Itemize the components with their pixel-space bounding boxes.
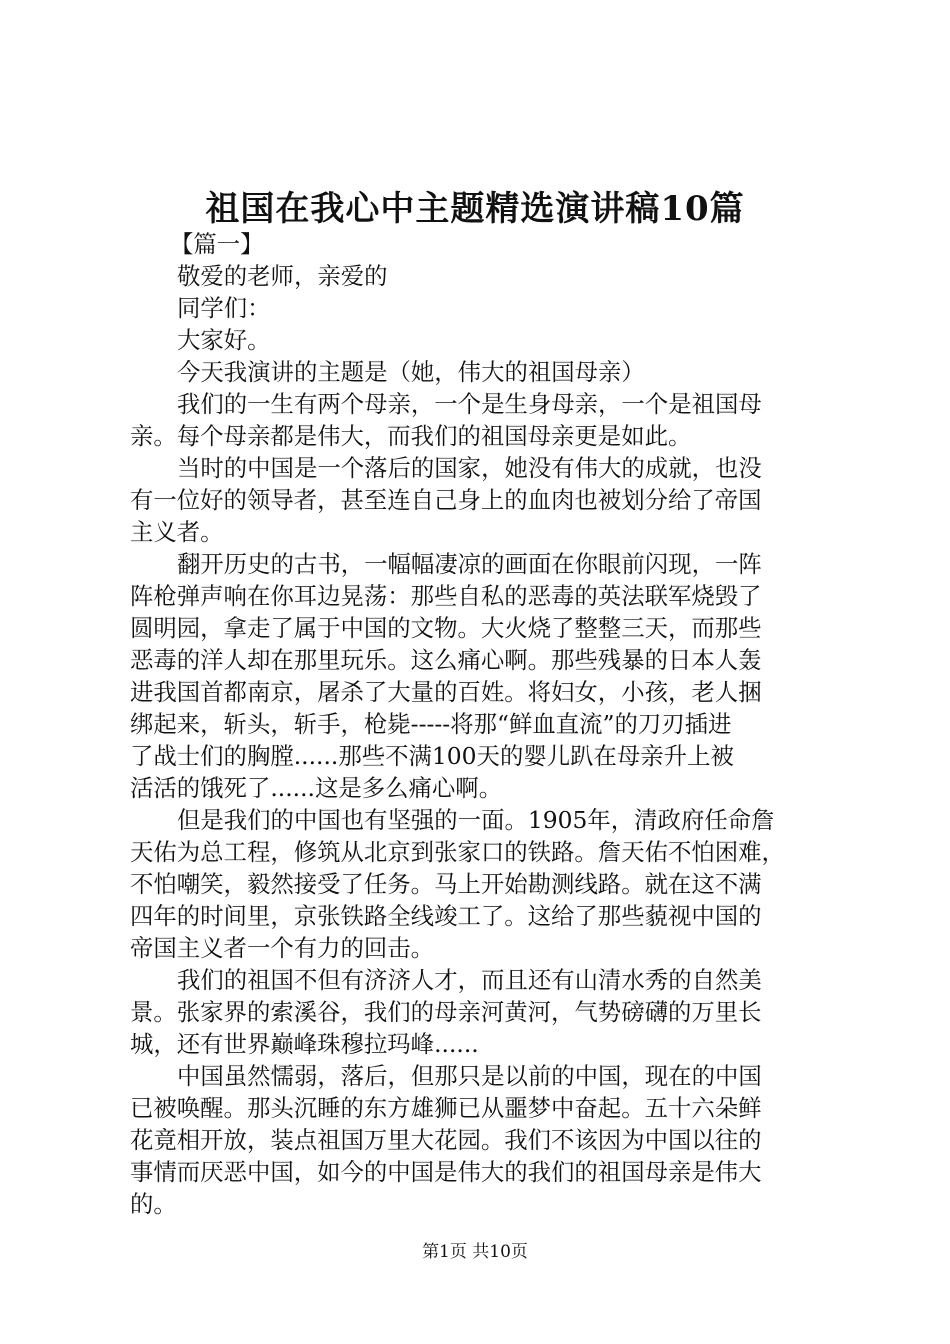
text-line: 活活的饿死了......这是多么痛心啊。	[130, 774, 503, 802]
document-title: 祖国在我心中主题精选演讲稿10篇	[205, 189, 745, 229]
text-line: 今天我演讲的主题是（她，伟大的祖国母亲）	[177, 358, 645, 386]
text-line: 翻开历史的古书，一幅幅凄凉的画面在你眼前闪现，一阵	[177, 550, 762, 578]
text-line: 四年的时间里，京张铁路全线竣工了。这给了那些藐视中国的	[130, 902, 762, 930]
text-line: 事情而厌恶中国，如今的中国是伟大的我们的祖国母亲是伟大	[130, 1158, 762, 1186]
text-line: 有一位好的领导者，甚至连自己身上的血肉也被划分给了帝国	[130, 486, 762, 514]
text-line: 不怕嘲笑，毅然接受了任务。马上开始勘测线路。就在这不满	[130, 870, 762, 898]
section-heading: 【篇一】	[170, 230, 264, 258]
text-line: 我们的一生有两个母亲，一个是生身母亲，一个是祖国母	[177, 390, 762, 418]
text-line: 圆明园，拿走了属于中国的文物。大火烧了整整三天，而那些	[130, 614, 762, 642]
text-line: 但是我们的中国也有坚强的一面。1905年，清政府任命詹	[177, 806, 775, 834]
text-line: 已被唤醒。那头沉睡的东方雄狮已从噩梦中奋起。五十六朵鲜	[130, 1094, 762, 1122]
text-line: 帝国主义者一个有力的回击。	[130, 934, 435, 962]
text-line: 城，还有世界巅峰珠穆拉玛峰......	[130, 1030, 479, 1058]
text-line: 阵枪弹声响在你耳边晃荡：那些自私的恶毒的英法联军烧毁了	[130, 582, 762, 610]
text-line: 中国虽然懦弱，落后，但那只是以前的中国，现在的中国	[177, 1062, 762, 1090]
text-line: 当时的中国是一个落后的国家，她没有伟大的成就，也没	[177, 454, 762, 482]
text-line: 大家好。	[177, 326, 271, 354]
text-line: 敬爱的老师，亲爱的	[177, 262, 388, 290]
text-line: 天佑为总工程，修筑从北京到张家口的铁路。詹天佑不怕困难，	[130, 838, 785, 866]
page-footer: 第1页 共10页	[422, 1242, 528, 1262]
text-line: 花竟相开放，装点祖国万里大花园。我们不该因为中国以往的	[130, 1126, 762, 1154]
text-line: 了战士们的胸膛......那些不满100天的婴儿趴在母亲升上被	[130, 742, 734, 770]
document-body	[130, 228, 830, 1220]
text-line: 进我国首都南京，屠杀了大量的百姓。将妇女，小孩，老人捆	[130, 678, 762, 706]
text-line: 恶毒的洋人却在那里玩乐。这么痛心啊。那些残暴的日本人轰	[130, 646, 762, 674]
text-line: 主义者。	[130, 518, 224, 546]
text-line: 的。	[130, 1190, 177, 1218]
text-line: 同学们：	[177, 294, 271, 322]
text-line: 绑起来，斩头，斩手，枪毙-----将那“鲜血直流”的刀刃插进	[130, 710, 732, 738]
text-line: 亲。每个母亲都是伟大，而我们的祖国母亲更是如此。	[130, 422, 692, 450]
text-line: 景。张家界的索溪谷，我们的母亲河黄河，气势磅礴的万里长	[130, 998, 762, 1026]
text-line: 我们的祖国不但有济济人才，而且还有山清水秀的自然美	[177, 966, 762, 994]
